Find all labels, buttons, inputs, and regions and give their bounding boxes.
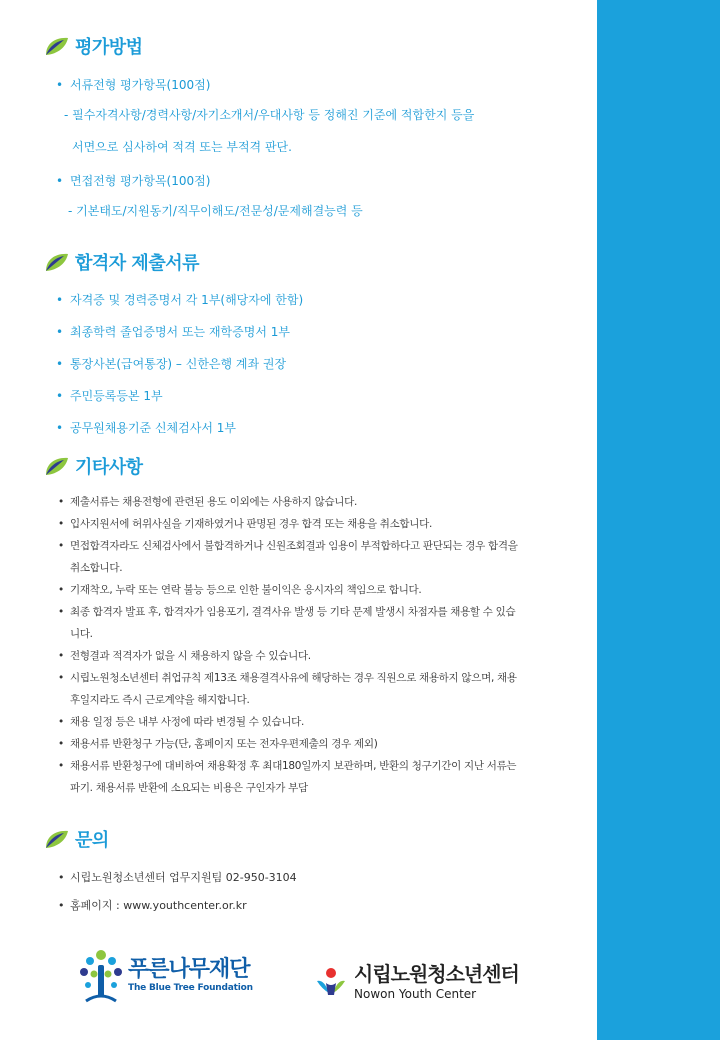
contact-list	[58, 869, 297, 925]
list-item: • 입사지원서에 허위사실을 기재하였거나 판명된 경우 합격 또는 채용을 취소합니다.	[58, 518, 432, 530]
eval-list-2	[56, 170, 210, 202]
list-item: • 시립노원청소년센터 취업규칙 제13조 채용결격사유에 해당하는 경우 직원으로 채용하지 않으며, 채용 후일지라도 즉시 근로계약을 해지합니다.	[58, 672, 517, 706]
section-header-etc	[44, 453, 143, 479]
list-item: • 제출서류는 채용전형에 관련된 용도 이외에는 사용하지 않습니다.	[58, 496, 358, 508]
list-item: • 최종 합격자 발표 후, 합격자가 임용포기, 결격사유 발생 등 기타 문제 발생시 차점자를 채용할 수 있습니다.	[58, 606, 516, 640]
contact-homepage[interactable]: • 홈페이지 : www.youthcenter.or.kr	[58, 899, 247, 912]
list-item: • 자격증 및 경력증명서 각 1부(해당자에 한함)	[56, 293, 304, 307]
section-title-etc: 기타사항	[75, 457, 143, 478]
section-header-eval	[44, 33, 143, 59]
blue-tree-ko: 푸른나무재단	[128, 957, 250, 982]
list-item: • 서류전형 평가항목(100점)	[56, 78, 211, 92]
eval-sub1-line1: - 필수자격사항/경력사항/자기소개서/우대사항 등 정해진 기준에 적합한지 등을	[64, 108, 475, 122]
section-title-contact: 문의	[75, 830, 109, 851]
youth-center-mark-icon	[314, 965, 348, 999]
nowon-en: Nowon Youth Center	[354, 987, 477, 1001]
list-item: • 채용 일정 등은 내부 사정에 따라 변경될 수 있습니다.	[58, 716, 305, 728]
list-item: • 면접합격자라도 신체검사에서 불합격하거나 신원조회결과 임용이 부적합하다고 판단되는 경우 합격을 취소합니다.	[58, 540, 518, 574]
list-item: • 최종학력 졸업증명서 또는 재학증명서 1부	[56, 325, 290, 339]
tree-logo-icon	[78, 947, 124, 1003]
section-header-docs	[44, 249, 199, 275]
section-title-docs: 합격자 제출서류	[75, 253, 199, 274]
nowon-youth-center-logo	[314, 963, 519, 1001]
blue-tree-en: The Blue Tree Foundation	[128, 983, 253, 993]
list-item: • 통장사본(급여통장) – 신한은행 계좌 권장	[56, 357, 287, 371]
eval-list	[56, 74, 210, 106]
contact-phone: • 시립노원청소년센터 업무지원팀 02-950-3104	[58, 871, 297, 884]
nowon-ko: 시립노원청소년센터	[354, 962, 519, 986]
list-item: • 채용서류 반환청구 가능(단, 홈페이지 또는 전자우편제출의 경우 제외)	[58, 738, 378, 750]
eval-sub1-line2: 서면으로 심사하여 적격 또는 부적격 판단.	[72, 140, 292, 154]
list-item: • 주민등록등본 1부	[56, 389, 163, 403]
leaf-icon	[44, 251, 70, 273]
section-header-contact	[44, 826, 109, 852]
leaf-icon	[44, 455, 70, 477]
list-item: • 면접전형 평가항목(100점)	[56, 174, 211, 188]
blue-tree-foundation-logo	[78, 947, 253, 1003]
section-title-eval: 평가방법	[75, 37, 143, 58]
leaf-icon	[44, 35, 70, 57]
list-item: • 공무원채용기준 신체검사서 1부	[56, 421, 236, 435]
eval-sub2: - 기본태도/지원동기/직무이해도/전문성/문제해결능력 등	[68, 204, 363, 218]
list-item: • 전형결과 적격자가 없을 시 채용하지 않을 수 있습니다.	[58, 650, 311, 662]
etc-list	[58, 491, 518, 799]
docs-list	[56, 289, 303, 449]
right-blue-sidebar	[597, 0, 720, 1040]
list-item: • 채용서류 반환청구에 대비하여 채용확정 후 최대180일까지 보관하며, 반환의 청구기간이 지난 서류는 파기. 채용서류 반환에 소요되는 비용은 구인자가 부담	[58, 760, 517, 794]
list-item: • 기재착오, 누락 또는 연락 불능 등으로 인한 불이익은 응시자의 책임으로 합니다.	[58, 584, 422, 596]
leaf-icon	[44, 828, 70, 850]
